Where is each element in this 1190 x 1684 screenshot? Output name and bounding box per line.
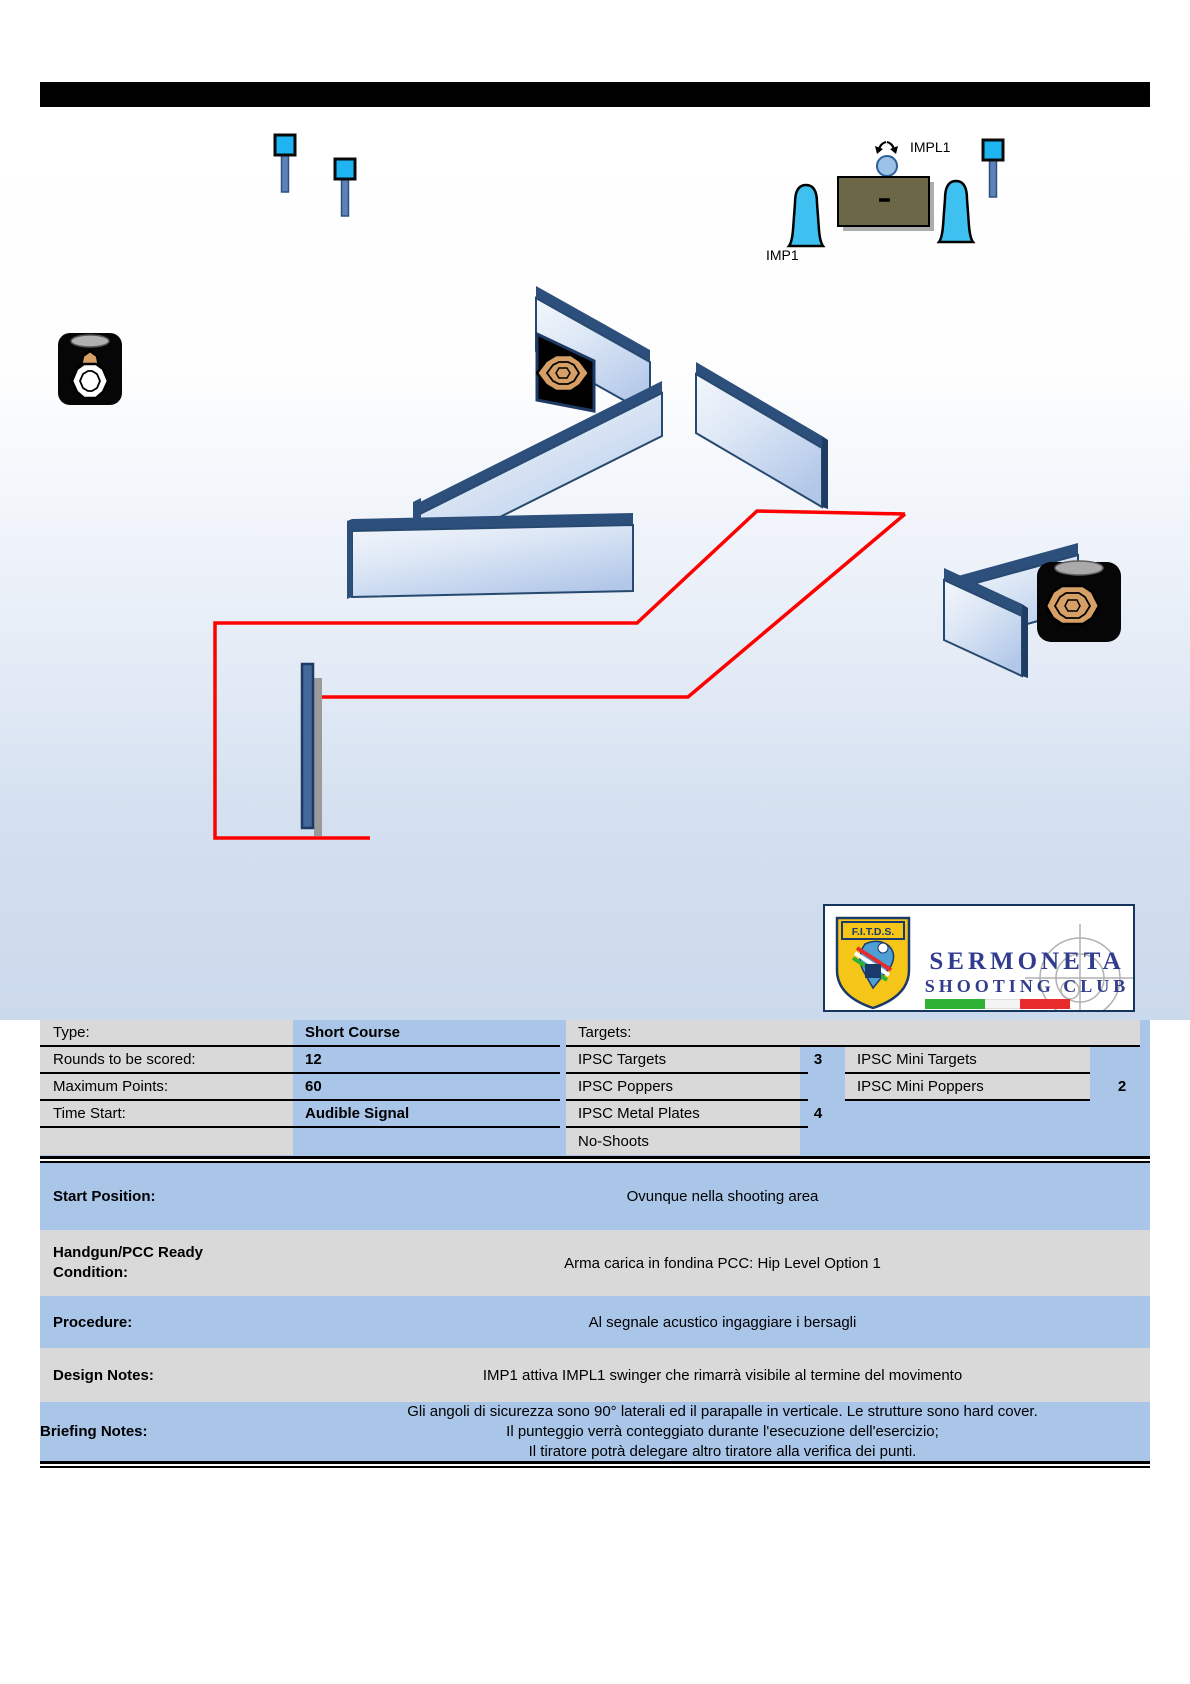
swinger-assembly — [838, 142, 934, 231]
target-count: 4 — [813, 1105, 823, 1122]
swinger-plate-icon — [877, 156, 897, 176]
table-rule — [40, 1126, 560, 1128]
barrel-left — [58, 333, 122, 405]
section-label: Design Notes: — [53, 1366, 154, 1384]
double-rule — [40, 1466, 1150, 1468]
row-value: Short Course — [305, 1024, 401, 1041]
row-value: 60 — [305, 1078, 322, 1095]
section-label: Start Position: — [53, 1188, 156, 1205]
table-rule — [566, 1072, 808, 1074]
metal-plate-icon — [983, 140, 1003, 197]
section-start-position — [40, 1163, 1150, 1230]
wall-long-horizontal — [347, 513, 633, 599]
double-rule — [40, 1461, 1150, 1464]
briefing-line: Gli angoli di sicurezza sono 90° laterali ed il parapalle in verticale. Le strutture sono hard cover. — [407, 1402, 1038, 1420]
barrel-right — [1037, 561, 1121, 642]
mini-target-icon — [1046, 586, 1099, 624]
target-type: IPSC Targets — [578, 1051, 667, 1068]
target-type: IPSC Mini Targets — [857, 1051, 977, 1068]
table-rule — [566, 1045, 1140, 1047]
row-value: 12 — [305, 1051, 322, 1068]
briefing-line: Il punteggio verrà conteggiato durante l'esecuzione dell'esercizio; — [506, 1422, 939, 1440]
section-label: Procedure: — [53, 1313, 133, 1331]
section-value: Al segnale acustico ingaggiare i bersagli — [588, 1313, 857, 1331]
row-value: Audible Signal — [305, 1105, 410, 1122]
stage-diagram — [0, 107, 1190, 1020]
target-type: IPSC Mini Poppers — [857, 1078, 984, 1095]
section-value: IMP1 attiva IMPL1 swinger che rimarrà visibile al termine del movimento — [482, 1366, 963, 1384]
table-cell — [566, 1020, 1140, 1045]
section-ready-condition — [40, 1230, 1150, 1296]
row-label: Rounds to be scored: — [53, 1051, 196, 1068]
section-label: Briefing Notes: — [40, 1423, 148, 1440]
club-name-line1: SERMONETA — [929, 948, 1125, 975]
targets-header: Targets: — [578, 1024, 632, 1041]
table-rule — [40, 1045, 560, 1047]
section-value: Arma carica in fondina PCC: Hip Level Option 1 — [564, 1254, 881, 1272]
target-type: IPSC Metal Plates — [578, 1105, 700, 1122]
swinger-label: IMPL1 — [910, 139, 951, 155]
row-label: Type: — [53, 1024, 90, 1041]
table-rule — [40, 1072, 560, 1074]
target-type: IPSC Poppers — [578, 1078, 674, 1095]
target-count: 3 — [813, 1051, 823, 1068]
briefing-line: Il tiratore potrà delegare altro tiratore alla verifica dei punti. — [528, 1442, 917, 1460]
section-procedure — [40, 1296, 1150, 1348]
row-label: Time Start: — [53, 1105, 126, 1122]
title-bar — [40, 82, 1150, 107]
table-rule — [566, 1126, 808, 1128]
wall-chevron-right — [696, 362, 828, 509]
table-cell — [40, 1128, 293, 1155]
table-rule — [845, 1072, 1090, 1074]
federation-label: F.I.T.D.S. — [851, 926, 895, 938]
table-rule — [566, 1099, 808, 1101]
activator-label: IMP1 — [766, 247, 799, 263]
table-rule — [40, 1099, 560, 1101]
section-design-notes — [40, 1348, 1150, 1402]
row-label: Maximum Points: — [53, 1078, 169, 1095]
popper-icon — [939, 181, 973, 242]
club-logo-box — [823, 904, 1135, 1012]
section-label: Handgun/PCC Ready Condition: — [53, 1244, 204, 1281]
swinger-arrows-icon — [875, 142, 898, 154]
target-type: No-Shoots — [578, 1133, 649, 1150]
briefing-text — [295, 1402, 1150, 1461]
section-briefing-notes — [40, 1402, 1150, 1461]
italian-flag-bar — [925, 999, 1070, 1009]
popper-icon — [789, 185, 823, 246]
table-rule — [845, 1099, 1090, 1101]
target-count: 2 — [1117, 1078, 1127, 1095]
double-rule — [40, 1156, 1150, 1159]
wall-vertical-narrow — [302, 664, 322, 836]
metal-plate-icon — [335, 159, 355, 216]
section-value: Ovunque nella shooting area — [626, 1188, 819, 1205]
club-name-line2: SHOOTING CLUB — [924, 976, 1130, 996]
metal-plate-icon — [275, 135, 295, 192]
